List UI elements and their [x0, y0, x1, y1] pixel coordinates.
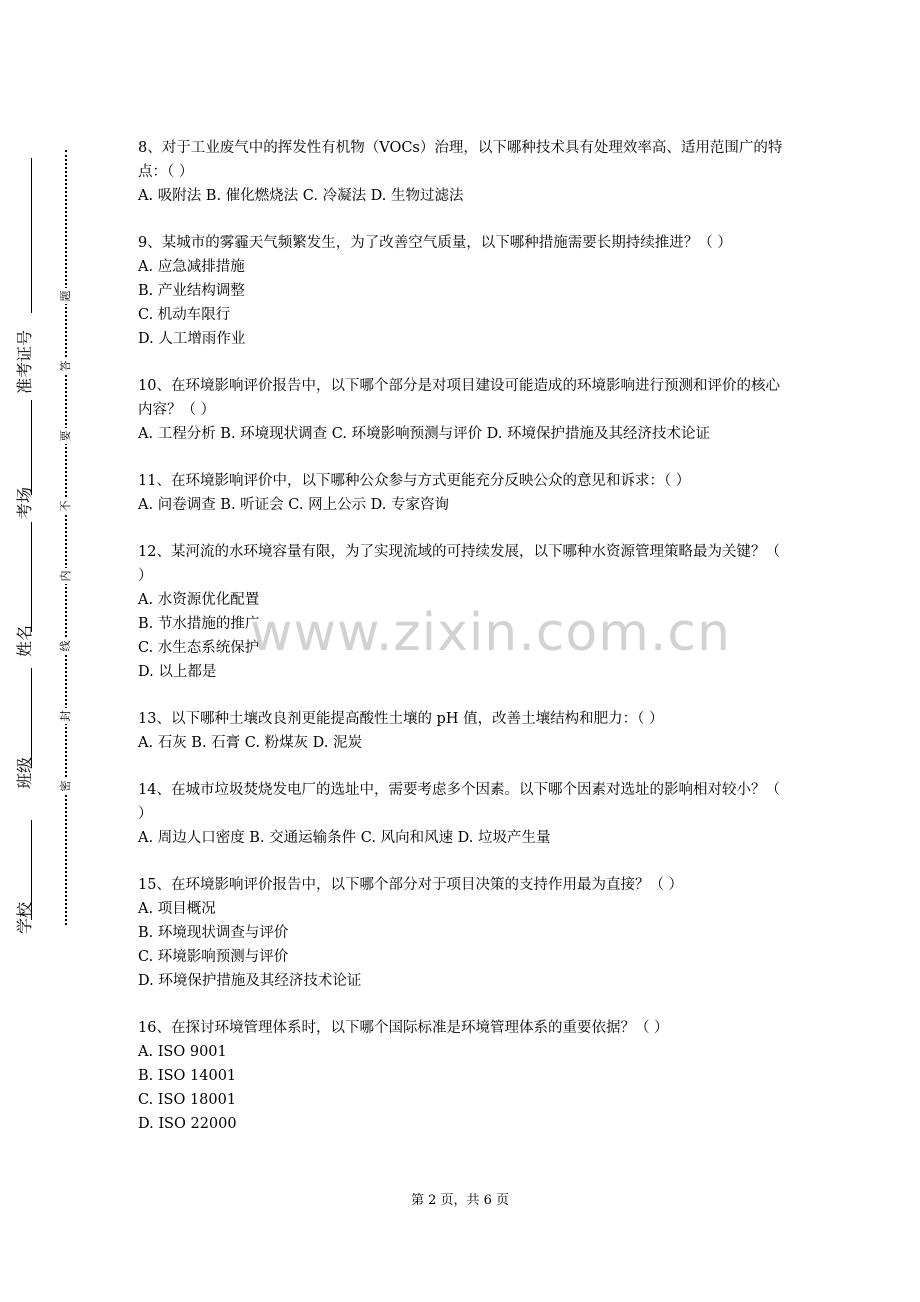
question-14: [138, 778, 788, 850]
question-stem: 9、某城市的雾霾天气频繁发生，为了改善空气质量，以下哪种措施需要长期持续推进？（ ）: [138, 235, 732, 251]
option-b: B. 节水措施的推广: [138, 616, 260, 632]
option-b: B. 产业结构调整: [138, 283, 245, 299]
option-c: C. 环境影响预测与评价: [138, 949, 289, 965]
question-options: A. 石灰 B. 石膏 C. 粉煤灰 D. 泥炭: [138, 735, 363, 751]
watermark: www.zixin.com.cn: [250, 603, 731, 663]
seal-char: 答: [58, 358, 74, 374]
question-options: A. 工程分析 B. 环境现状调查 C. 环境影响预测与评价 D. 环境保护措施及其经济技术论证: [138, 426, 711, 442]
question-stem: 13、以下哪种土壤改良剂更能提高酸性土壤的 pH 值，改善土壤结构和肥力：（ ）: [138, 711, 664, 727]
question-16: [138, 1016, 788, 1136]
seal-char: 题: [58, 288, 74, 304]
name-label: 姓名: [15, 624, 35, 658]
seal-char: 要: [58, 428, 74, 444]
option-d: D. 人工增雨作业: [138, 331, 246, 347]
option-d: D. ISO 22000: [138, 1116, 237, 1132]
page-footer: 第 2 页，共 6 页: [410, 1193, 510, 1208]
question-stem: 8、对于工业废气中的挥发性有机物（VOCs）治理，以下哪种技术具有处理效率高、适用范围广的特点：（ ）: [138, 140, 783, 180]
question-12: [138, 540, 788, 684]
exam-room-line: [31, 400, 32, 495]
seal-char: 不: [58, 498, 74, 514]
seal-dotted-line: [65, 150, 67, 925]
option-d: D. 以上都是: [138, 664, 217, 680]
question-10: [138, 374, 788, 446]
question-stem: 10、在环境影响评价报告中，以下哪个部分是对项目建设可能造成的环境影响进行预测和评价的核心内容？（ ）: [138, 378, 780, 418]
question-options: A. 吸附法 B. 催化燃烧法 C. 冷凝法 D. 生物过滤法: [138, 188, 464, 204]
question-list: [138, 136, 788, 1159]
question-8: [138, 136, 788, 208]
school-line: [31, 820, 32, 920]
question-11: [138, 469, 788, 517]
option-a: A. ISO 9001: [138, 1044, 227, 1060]
option-c: C. 机动车限行: [138, 307, 231, 323]
seal-char: 封: [58, 708, 74, 724]
exam-room-label: 考场: [15, 486, 35, 520]
option-b: B. 环境现状调查与评价: [138, 925, 289, 941]
name-line: [31, 522, 32, 632]
seal-char: 线: [58, 638, 74, 654]
question-13: [138, 707, 788, 755]
question-options: A. 周边人口密度 B. 交通运输条件 C. 风向和风速 D. 垃圾产生量: [138, 830, 551, 846]
option-c: C. ISO 18001: [138, 1092, 237, 1108]
question-stem: 14、在城市垃圾焚烧发电厂的选址中，需要考虑多个因素。以下哪个因素对选址的影响相对较小？（ ）: [138, 782, 780, 822]
seal-char: 内: [58, 568, 74, 584]
class-label: 班级: [15, 756, 35, 790]
school-label: 学校: [15, 901, 35, 935]
question-9: [138, 231, 788, 351]
question-stem: 16、在探讨环境管理体系时，以下哪个国际标准是环境管理体系的重要依据？（ ）: [138, 1020, 669, 1036]
seal-char: 密: [58, 778, 74, 794]
binding-margin: [0, 0, 100, 1302]
ticket-number-label: 准考证号: [15, 329, 35, 395]
question-options: A. 问卷调查 B. 听证会 C. 网上公示 D. 专家咨询: [138, 497, 450, 513]
ticket-number-line: [31, 158, 32, 313]
option-d: D. 环境保护措施及其经济技术论证: [138, 973, 362, 989]
option-a: A. 应急减排措施: [138, 259, 245, 275]
option-a: A. 项目概况: [138, 901, 216, 917]
question-stem: 12、某河流的水环境容量有限，为了实现流域的可持续发展，以下哪种水资源管理策略最为关键？（ ）: [138, 544, 780, 584]
option-b: B. ISO 14001: [138, 1068, 237, 1084]
class-line: [31, 668, 32, 768]
option-c: C. 水生态系统保护: [138, 640, 260, 656]
question-stem: 15、在环境影响评价报告中，以下哪个部分对于项目决策的支持作用最为直接？（ ）: [138, 877, 684, 893]
question-15: [138, 873, 788, 993]
question-stem: 11、在环境影响评价中，以下哪种公众参与方式更能充分反映公众的意见和诉求：（ ）: [138, 473, 691, 489]
option-a: A. 水资源优化配置: [138, 592, 260, 608]
